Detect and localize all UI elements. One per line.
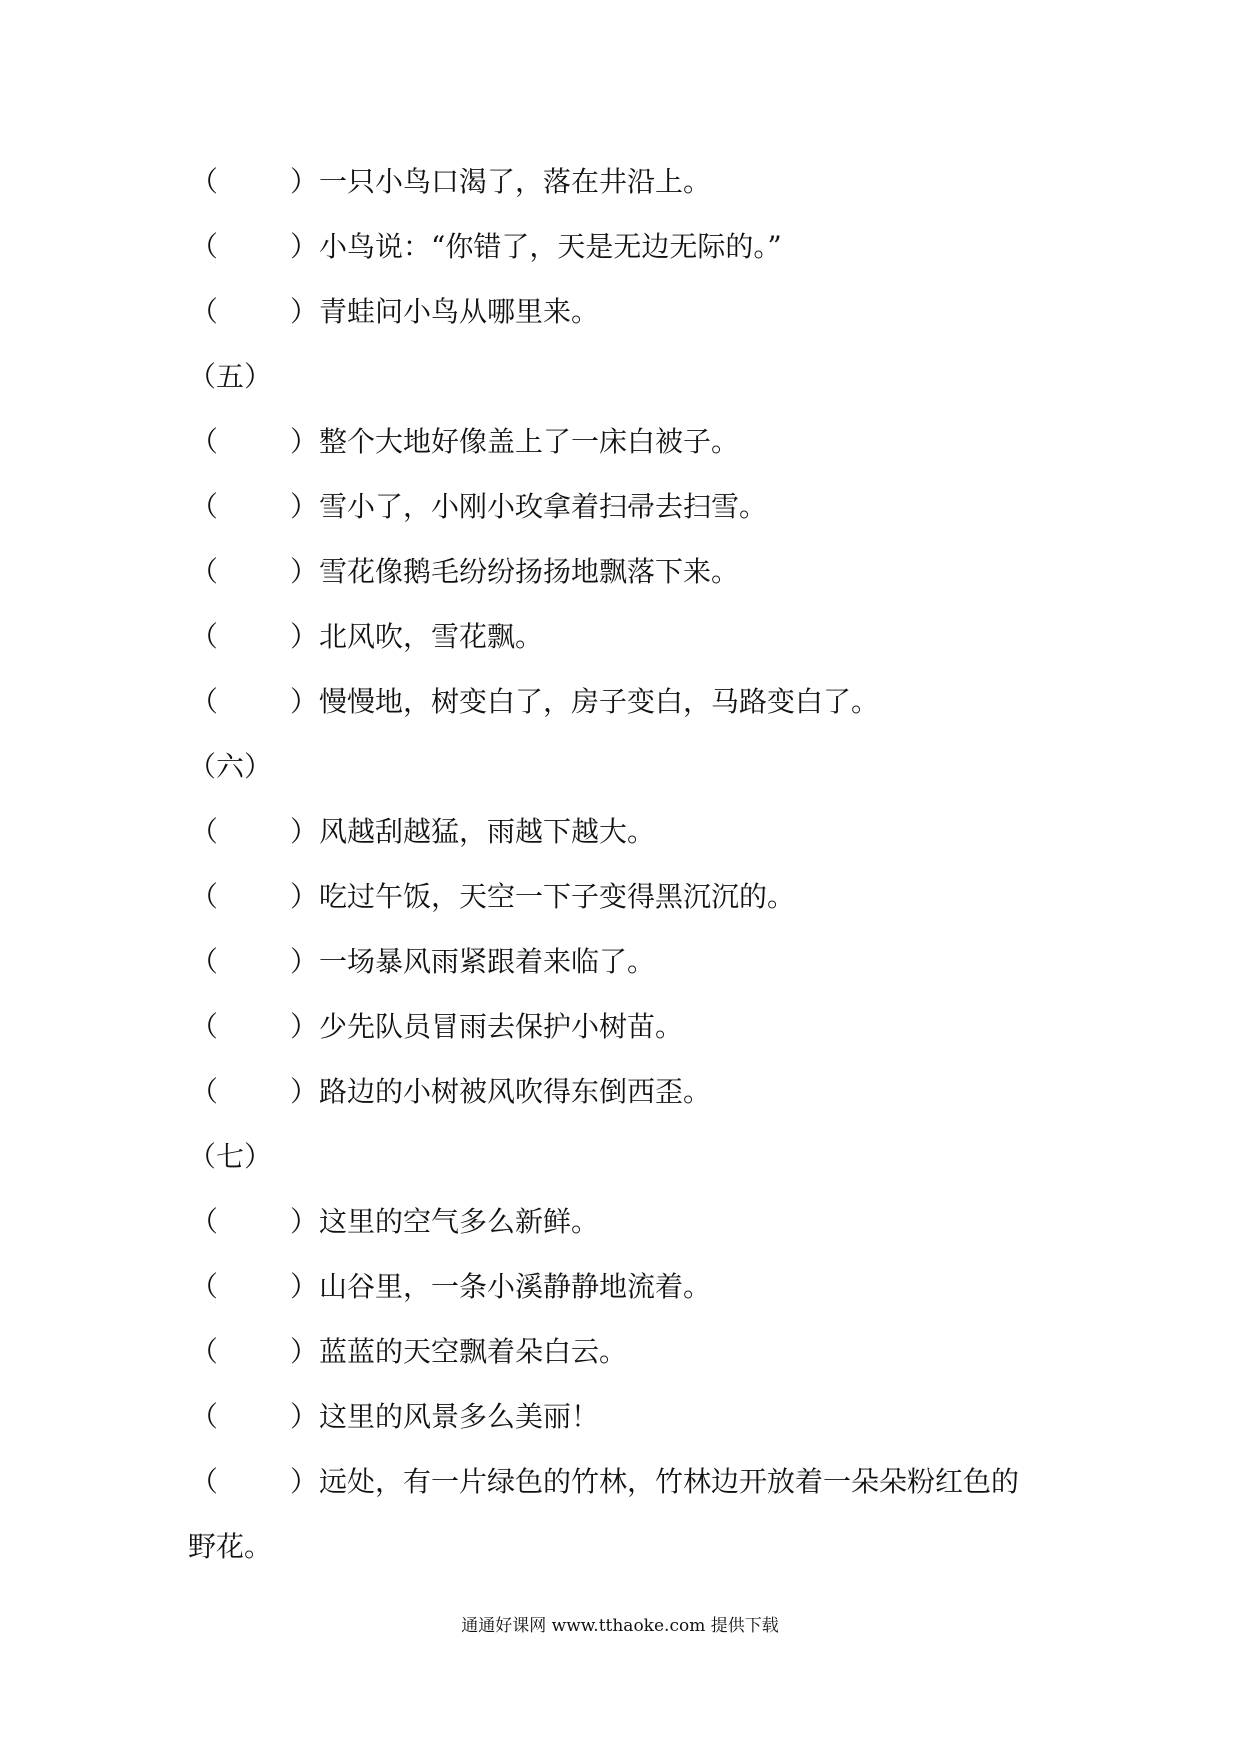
sentence-text: 远处，有一片绿色的竹林，竹林边开放着一朵朵粉红色的: [319, 1465, 1020, 1498]
answer-paren-right: ）: [290, 295, 319, 328]
answer-paren-left: （: [190, 555, 219, 588]
answer-paren-left: （: [190, 815, 219, 848]
answer-paren-right: ）: [290, 945, 319, 978]
answer-paren-left: （: [190, 1400, 219, 1433]
sentence-text: 山谷里，一条小溪静静地流着。: [319, 1270, 712, 1303]
answer-paren-left: （: [190, 620, 219, 653]
answer-paren-left: （: [190, 945, 219, 978]
sentence-text: 慢慢地，树变白了，房子变白，马路变白了。: [319, 685, 880, 718]
answer-paren-right: ）: [290, 230, 319, 263]
answer-paren-left: （: [190, 1335, 219, 1368]
sentence-text: 小鸟说：“你错了，天是无边无际的。”: [319, 230, 782, 263]
answer-paren-right: ）: [290, 165, 319, 198]
sentence-text: 北风吹，雪花飘。: [319, 620, 544, 653]
answer-paren-right: ）: [290, 1010, 319, 1043]
answer-paren-left: （: [190, 880, 219, 913]
answer-paren-left: （: [190, 295, 219, 328]
answer-paren-left: （: [190, 1205, 219, 1238]
answer-paren-right: ）: [290, 815, 319, 848]
answer-paren-left: （: [190, 230, 219, 263]
answer-paren-right: ）: [290, 555, 319, 588]
sentence-text: 少先队员冒雨去保护小树苗。: [319, 1010, 684, 1043]
answer-paren-left: （: [190, 685, 219, 718]
section-heading-5: （五）: [188, 360, 273, 393]
sentence-text: 风越刮越猛，雨越下越大。: [319, 815, 656, 848]
sentence-text: 吃过午饭，天空一下子变得黑沉沉的。: [319, 880, 796, 913]
answer-paren-left: （: [190, 1270, 219, 1303]
section-heading-7: （七）: [188, 1140, 273, 1173]
answer-paren-right: ）: [290, 1270, 319, 1303]
sentence-text: 雪小了，小刚小玫拿着扫帚去扫雪。: [319, 490, 768, 523]
section-heading-6: （六）: [188, 750, 273, 783]
sentence-text: 雪花像鹅毛纷纷扬扬地飘落下来。: [319, 555, 740, 588]
answer-paren-left: （: [190, 1465, 219, 1498]
sentence-text: 路边的小树被风吹得东倒西歪。: [319, 1075, 712, 1108]
answer-paren-left: （: [190, 490, 219, 523]
answer-paren-left: （: [190, 1010, 219, 1043]
sentence-text: 这里的风景多么美丽！: [319, 1400, 600, 1433]
answer-paren-right: ）: [290, 880, 319, 913]
answer-paren-left: （: [190, 425, 219, 458]
sentence-text: 一只小鸟口渴了，落在井沿上。: [319, 165, 712, 198]
sentence-text: 蓝蓝的天空飘着朵白云。: [319, 1335, 628, 1368]
sentence-text: 这里的空气多么新鲜。: [319, 1205, 600, 1238]
sentence-text: 一场暴风雨紧跟着来临了。: [319, 945, 656, 978]
answer-paren-right: ）: [290, 1465, 319, 1498]
answer-paren-right: ）: [290, 620, 319, 653]
page-footer: 通通好课网 www.tthaoke.com 提供下载: [461, 1616, 779, 1636]
answer-paren-right: ）: [290, 1075, 319, 1108]
answer-paren-left: （: [190, 165, 219, 198]
answer-paren-right: ）: [290, 1205, 319, 1238]
answer-paren-right: ）: [290, 425, 319, 458]
answer-paren-right: ）: [290, 1335, 319, 1368]
sentence-text: 青蛙问小鸟从哪里来。: [319, 295, 600, 328]
sentence-continuation: 野花。: [188, 1530, 273, 1563]
answer-paren-right: ）: [290, 490, 319, 523]
answer-paren-right: ）: [290, 1400, 319, 1433]
sentence-text: 整个大地好像盖上了一床白被子。: [319, 425, 740, 458]
answer-paren-right: ）: [290, 685, 319, 718]
answer-paren-left: （: [190, 1075, 219, 1108]
